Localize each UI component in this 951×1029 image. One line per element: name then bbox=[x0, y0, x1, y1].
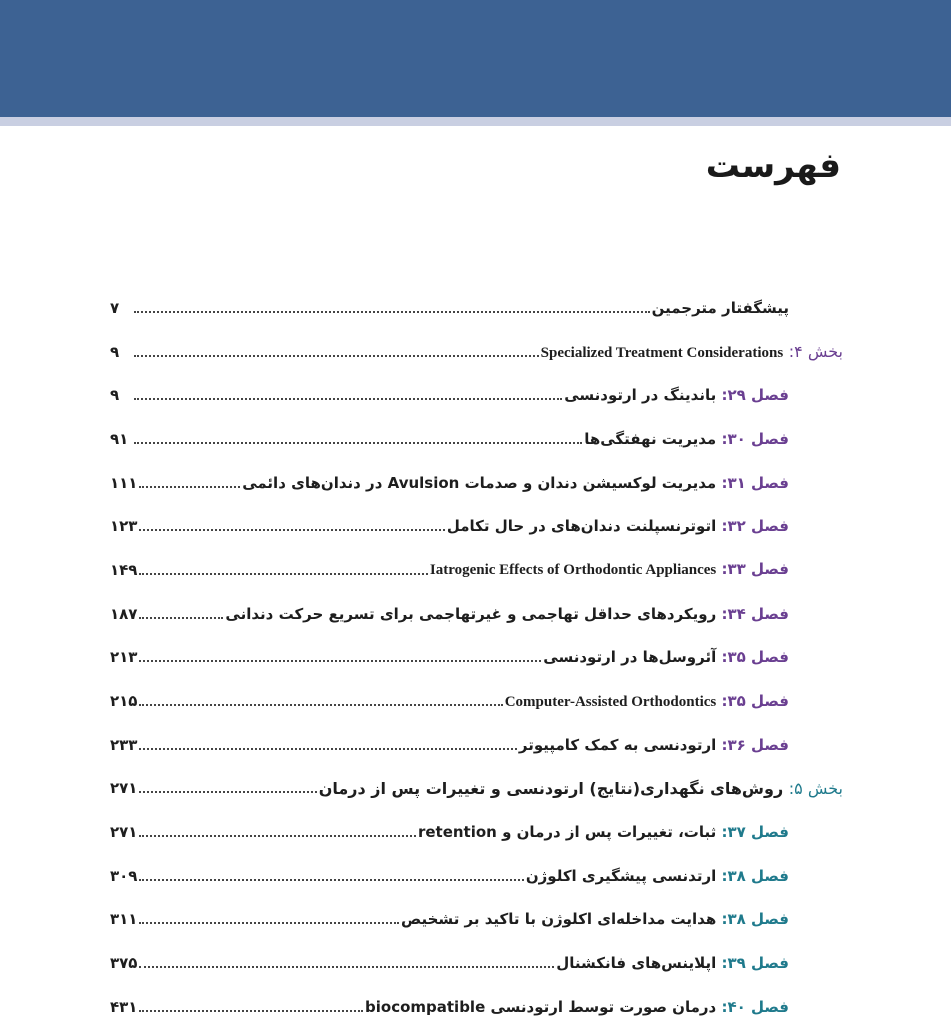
toc-page-number: ۱۲۳ bbox=[110, 517, 138, 536]
dot-leader bbox=[139, 748, 516, 750]
toc-entry-label: رویکردهای حداقل تهاجمی و غیرتهاجمی برای تسریع حرکت دندانی bbox=[225, 604, 717, 623]
toc-chapter-34[interactable] bbox=[110, 592, 843, 636]
toc-page-number: ۱۸۷ bbox=[110, 604, 138, 623]
chapter-number: فصل ۳۵: bbox=[721, 648, 789, 667]
toc-chapter-29[interactable] bbox=[110, 373, 843, 417]
toc-entry-label: Specialized Treatment Considerations bbox=[540, 344, 784, 361]
chapter-number: فصل ۳۷: bbox=[721, 823, 789, 842]
toc-page-number: ۱۱۱ bbox=[110, 473, 138, 492]
dot-leader bbox=[139, 922, 399, 924]
chapter-number: فصل ۳۲: bbox=[721, 517, 789, 536]
header-strip bbox=[0, 117, 951, 126]
dot-leader bbox=[139, 573, 427, 575]
dot-leader bbox=[139, 529, 444, 531]
header-band bbox=[0, 0, 951, 117]
toc-entry-preface[interactable] bbox=[110, 286, 843, 330]
toc-entry-label: روش‌های نگهداری(نتایج) ارتودنسی و تغییرات پس از درمان bbox=[318, 778, 784, 798]
toc-chapter-36[interactable] bbox=[110, 723, 843, 767]
chapter-number: فصل ۳۸: bbox=[721, 866, 789, 885]
toc-page-number: ۲۱۵ bbox=[110, 692, 138, 711]
table-of-contents bbox=[110, 286, 843, 1029]
toc-entry-label: اپلاینس‌های فانکشنال bbox=[556, 954, 717, 973]
chapter-number: فصل ۳۱: bbox=[721, 473, 789, 492]
toc-chapter-35a[interactable] bbox=[110, 636, 843, 680]
chapter-number: فصل ۳۳: bbox=[721, 560, 789, 579]
toc-page-number: ۹ bbox=[110, 342, 120, 361]
dot-leader bbox=[139, 879, 523, 881]
dot-leader bbox=[134, 355, 539, 357]
chapter-number: فصل ۳۹: bbox=[721, 954, 789, 973]
toc-entry-label: درمان صورت توسط ارتودنسی biocompatible bbox=[365, 997, 717, 1016]
toc-entry-label: ارتدنسی پیشگیری اکلوژن bbox=[525, 866, 717, 885]
page-title: فهرست bbox=[705, 146, 841, 186]
dot-leader bbox=[139, 660, 541, 662]
toc-page-number: ۲۷۱ bbox=[110, 823, 138, 842]
dot-leader bbox=[139, 835, 416, 837]
toc-chapter-38b[interactable] bbox=[110, 898, 843, 942]
part-number: بخش ۵: bbox=[788, 778, 843, 798]
toc-entry-label: آئروسل‌ها در ارتودنسی bbox=[543, 648, 717, 667]
toc-page-number: ۹ bbox=[110, 386, 120, 405]
toc-page-number: ۲۱۳ bbox=[110, 648, 138, 667]
toc-chapter-39[interactable] bbox=[110, 941, 843, 985]
dot-leader bbox=[139, 704, 502, 706]
toc-chapter-40[interactable] bbox=[110, 985, 843, 1029]
toc-chapter-33[interactable] bbox=[110, 548, 843, 592]
toc-page-number: ۳۷۵ bbox=[110, 954, 138, 973]
toc-entry-label: اتوترنسپلنت دندان‌های در حال تکامل bbox=[446, 517, 717, 536]
toc-part-4[interactable] bbox=[110, 330, 843, 374]
toc-entry-label: مدیریت نهفتگی‌ها bbox=[584, 429, 717, 448]
toc-entry-label: پیشگفتار مترجمین bbox=[651, 298, 789, 317]
dot-leader bbox=[139, 1010, 363, 1012]
toc-page-number: ۷ bbox=[110, 298, 120, 317]
toc-chapter-30[interactable] bbox=[110, 417, 843, 461]
dot-leader bbox=[134, 442, 582, 444]
chapter-number: فصل ۳۶: bbox=[721, 735, 789, 754]
toc-page-number: ۱۴۹ bbox=[110, 560, 138, 579]
toc-entry-label: باندینگ در ارتودنسی bbox=[564, 386, 717, 405]
toc-entry-label: ارتودنسی به کمک کامپیوتر bbox=[518, 735, 717, 754]
toc-chapter-32[interactable] bbox=[110, 504, 843, 548]
chapter-number: فصل ۳۰: bbox=[721, 429, 789, 448]
toc-page-number: ۲۷۱ bbox=[110, 779, 138, 798]
toc-entry-label: مدیریت لوکسیشن دندان و صدمات Avulsion در دندان‌های دائمی bbox=[242, 473, 717, 492]
dot-leader bbox=[139, 966, 554, 968]
part-number: بخش ۴: bbox=[788, 341, 843, 361]
dot-leader bbox=[134, 311, 650, 313]
chapter-number: فصل ۴۰: bbox=[721, 997, 789, 1016]
toc-page-number: ۳۱۱ bbox=[110, 910, 138, 929]
dot-leader bbox=[134, 398, 562, 400]
toc-entry-label: هدایت مداخله‌ای اکلوژن با تاکید بر تشخیص bbox=[401, 910, 717, 929]
toc-entry-label: Iatrogenic Effects of Orthodontic Appliances bbox=[429, 562, 717, 579]
toc-page-number: ۴۳۱ bbox=[110, 997, 138, 1016]
chapter-number: فصل ۳۵: bbox=[721, 691, 789, 710]
dot-leader bbox=[139, 617, 223, 619]
toc-page-number: ۲۳۳ bbox=[110, 735, 138, 754]
chapter-number: فصل ۳۴: bbox=[721, 604, 789, 623]
toc-chapter-37[interactable] bbox=[110, 810, 843, 854]
toc-chapter-35b[interactable] bbox=[110, 679, 843, 723]
dot-leader bbox=[139, 791, 316, 793]
chapter-number: فصل ۳۸: bbox=[721, 910, 789, 929]
toc-chapter-38a[interactable] bbox=[110, 854, 843, 898]
toc-page-number: ۹۱ bbox=[110, 429, 129, 448]
dot-leader bbox=[139, 486, 240, 488]
chapter-number: فصل ۲۹: bbox=[721, 386, 789, 405]
toc-entry-label: Computer-Assisted Orthodontics bbox=[504, 693, 717, 710]
toc-chapter-31[interactable] bbox=[110, 461, 843, 505]
toc-entry-label: ثبات، تغییرات پس از درمان و retention bbox=[417, 823, 717, 842]
toc-part-5[interactable] bbox=[110, 767, 843, 811]
toc-page-number: ۳۰۹ bbox=[110, 866, 138, 885]
